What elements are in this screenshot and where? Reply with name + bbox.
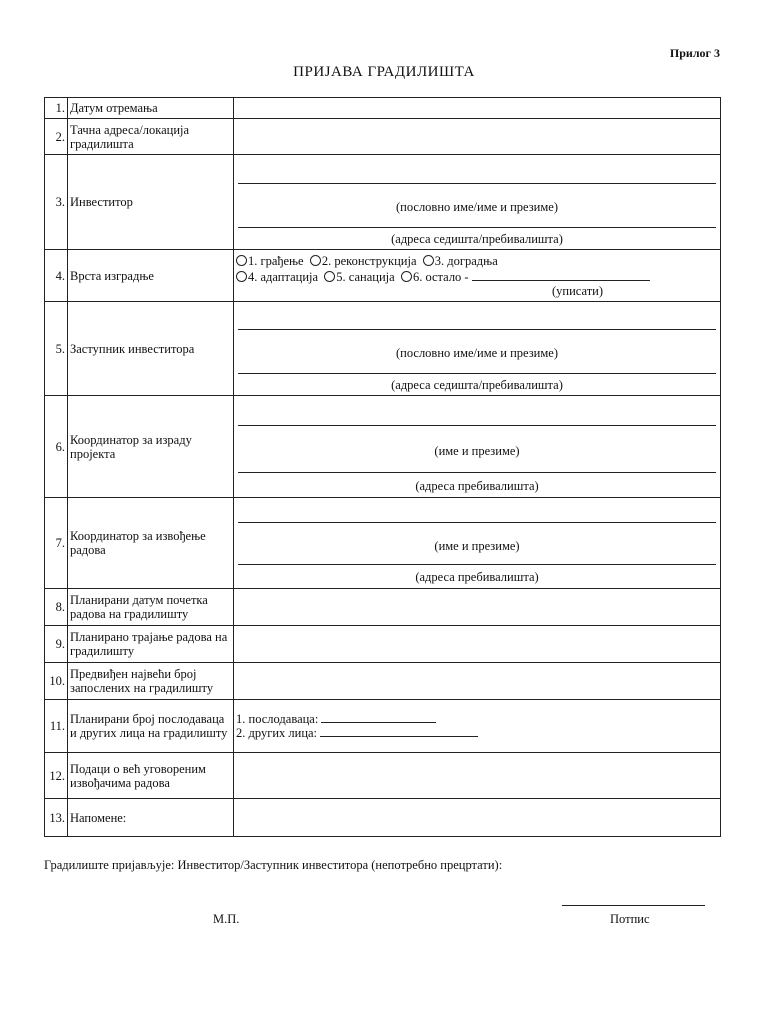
row-label: Планирани датум почетка радова на градилишту bbox=[68, 589, 234, 626]
table-row bbox=[45, 250, 721, 302]
table-row bbox=[45, 663, 721, 700]
fill-line bbox=[238, 563, 716, 565]
row-number: 3. bbox=[45, 155, 68, 250]
table-row bbox=[45, 498, 721, 589]
row-label: Планирано трајање радова на градилишту bbox=[68, 626, 234, 663]
construction-type-field bbox=[234, 250, 721, 302]
row-number: 8. bbox=[45, 589, 68, 626]
radio-circle-icon bbox=[401, 271, 412, 282]
dispatch-date-field[interactable] bbox=[234, 98, 721, 119]
row-label: Врста изградње bbox=[68, 250, 234, 302]
row-number: 11. bbox=[45, 700, 68, 753]
row-number: 4. bbox=[45, 250, 68, 302]
caption: (адреса седишта/пребивалишта) bbox=[391, 232, 563, 246]
radio-circle-icon bbox=[324, 271, 335, 282]
table-row bbox=[45, 302, 721, 396]
site-address-field[interactable] bbox=[234, 119, 721, 155]
planned-start-date-field[interactable] bbox=[234, 589, 721, 626]
construction-option[interactable]: 1. грађење bbox=[236, 254, 304, 268]
investor-field[interactable] bbox=[234, 155, 721, 250]
caption: (име и презиме) bbox=[434, 538, 520, 553]
caption: (пословно име/име и презиме) bbox=[395, 200, 558, 214]
row-number: 6. bbox=[45, 396, 68, 498]
row-number: 1. bbox=[45, 98, 68, 119]
row-number: 13. bbox=[45, 799, 68, 837]
row-number: 10. bbox=[45, 663, 68, 700]
table-row bbox=[45, 119, 721, 155]
table-row bbox=[45, 753, 721, 799]
works-coordinator-field[interactable] bbox=[234, 498, 721, 589]
employers-count-field: 1. послодаваца: 2. других лица: bbox=[234, 700, 721, 753]
notes-field[interactable] bbox=[234, 799, 721, 837]
fill-line bbox=[238, 328, 716, 330]
row-number: 5. bbox=[45, 302, 68, 396]
other-persons-count-line[interactable] bbox=[320, 726, 478, 737]
investor-representative-field[interactable] bbox=[234, 302, 721, 396]
radio-circle-icon bbox=[236, 255, 247, 266]
signature-line[interactable] bbox=[562, 905, 705, 906]
other-option[interactable]: 6. остало - bbox=[401, 270, 469, 284]
table-row bbox=[45, 700, 721, 753]
footer-statement: Градилиште пријављује: Инвеститор/Заступник инвеститора (непотребно прецртати): bbox=[44, 858, 503, 872]
caption: (адреса пребивалишта) bbox=[415, 569, 539, 584]
row-label: Инвеститор bbox=[68, 155, 234, 250]
caption: (адреса седишта/пребивалишта) bbox=[391, 377, 563, 392]
row-label: Координатор за извођење радова bbox=[68, 498, 234, 589]
row-label: Координатор за израду пројекта bbox=[68, 396, 234, 498]
employers-count-line[interactable] bbox=[321, 712, 436, 723]
row-label: Планирани број послодаваца и других лица на градилишту bbox=[68, 700, 234, 753]
table-row bbox=[45, 155, 721, 250]
caption: (име и презиме) bbox=[434, 444, 520, 458]
table-row bbox=[45, 396, 721, 498]
row-label: Датум отремања bbox=[68, 98, 234, 119]
row-label: Напомене: bbox=[68, 799, 234, 837]
fill-line bbox=[238, 471, 716, 473]
planned-duration-field[interactable] bbox=[234, 626, 721, 663]
table-row bbox=[45, 98, 721, 119]
caption: (адреса пребивалишта) bbox=[415, 479, 539, 493]
table-row bbox=[45, 799, 721, 837]
max-employees-field[interactable] bbox=[234, 663, 721, 700]
row-number: 9. bbox=[45, 626, 68, 663]
row-label: Подаци о већ уговореним извођачима радова bbox=[68, 753, 234, 799]
caption: (пословно име/име и презиме) bbox=[395, 345, 558, 360]
radio-circle-icon bbox=[423, 255, 434, 266]
other-specify-line[interactable] bbox=[472, 270, 650, 281]
caption: (уписати) bbox=[552, 283, 604, 298]
stamp-label: М.П. bbox=[213, 912, 240, 926]
radio-circle-icon bbox=[310, 255, 321, 266]
rehabilitation-option[interactable]: 5. санација bbox=[324, 270, 394, 284]
table-row bbox=[45, 589, 721, 626]
annex-label: Прилог 3 bbox=[669, 46, 720, 60]
row-label: Заступник инвеститора bbox=[68, 302, 234, 396]
fill-line bbox=[238, 372, 716, 374]
radio-circle-icon bbox=[236, 271, 247, 282]
fill-line bbox=[238, 182, 716, 184]
table-row bbox=[45, 626, 721, 663]
design-coordinator-field[interactable] bbox=[234, 396, 721, 498]
row-number: 2. bbox=[45, 119, 68, 155]
fill-line bbox=[238, 226, 716, 228]
page-title: ПРИЈАВА ГРАДИЛИШТА bbox=[293, 64, 475, 80]
contracted-contractors-field[interactable] bbox=[234, 753, 721, 799]
adaptation-option[interactable]: 4. адаптација bbox=[236, 270, 318, 284]
registration-form-table bbox=[44, 97, 721, 837]
row-label: Предвиђен највећи број запослених на градилишту bbox=[68, 663, 234, 700]
extension-option[interactable]: 3. доградња bbox=[423, 254, 498, 268]
row-number: 7. bbox=[45, 498, 68, 589]
fill-line bbox=[238, 424, 716, 426]
row-label: Тачна адреса/локација градилишта bbox=[68, 119, 234, 155]
signature-label: Потпис bbox=[610, 912, 650, 926]
reconstruction-option[interactable]: 2. реконструкција bbox=[310, 254, 417, 268]
row-number: 12. bbox=[45, 753, 68, 799]
fill-line bbox=[238, 521, 716, 523]
